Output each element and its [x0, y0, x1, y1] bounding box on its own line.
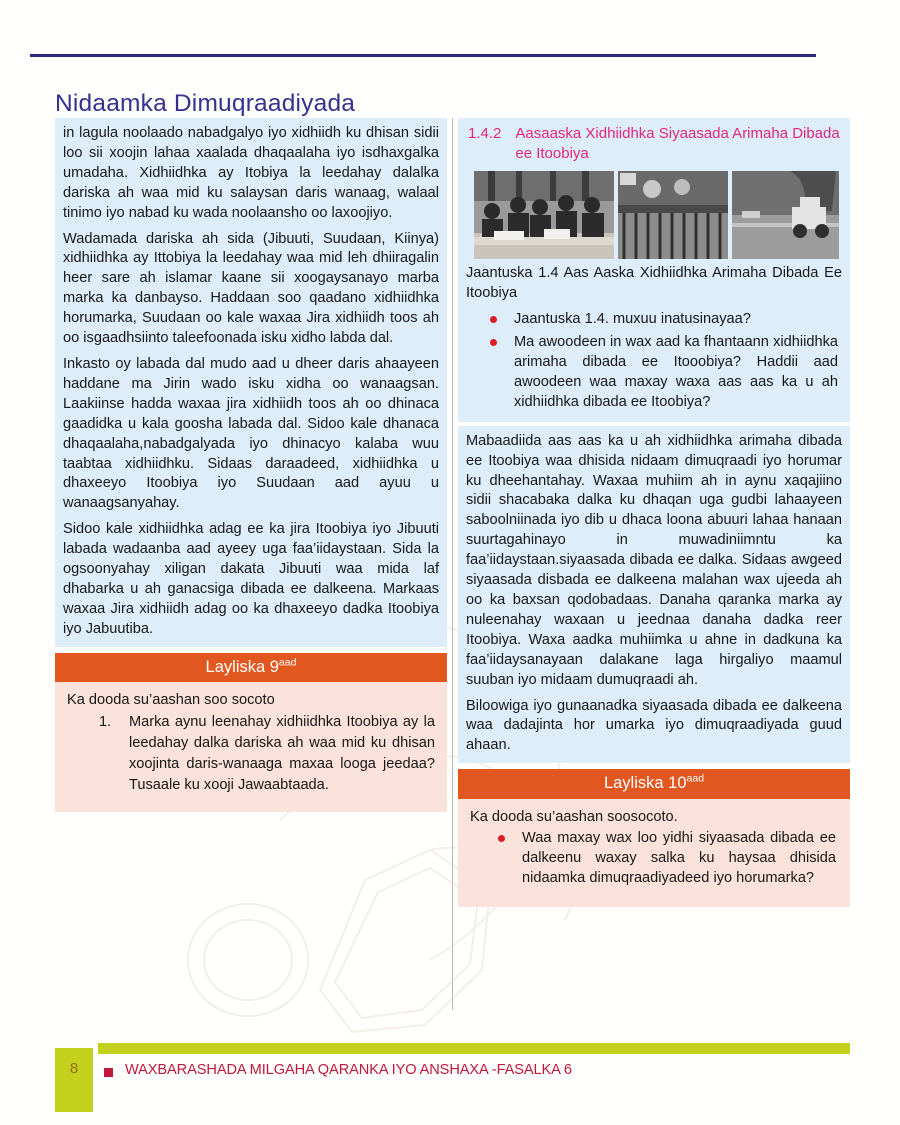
list-item [496, 829, 836, 889]
list-item [99, 712, 435, 796]
bullet-dot-icon [490, 316, 497, 323]
paragraph: Sidoo kale xidhiidhka adag ee ka jira Itoobiya iyo Jibuuti labada wadaanba aad ayeey uga faa’iidaystaan. Sida la ogsoonyahay xiligan dakata Jibuuti waa mida laf dhabarka u ah ganacsiga dibada ee dalkeena. Markaas waxaa Jira xidhiidh adag oo ka dhaxeeyo dadka Itoobiya iyo Jabuutiba. [63, 521, 439, 637]
exercise-header [458, 769, 850, 799]
exercise-title: Layliska 10 [603, 774, 687, 793]
exercise-title-suffix: aad [686, 772, 705, 785]
paragraph: Biloowiga iyo gunaanadka siyaasada dibada ee dalkeena waa dadajinta hor umarka iyo dimuqraadiyada guud ahaan. [466, 697, 842, 754]
page-title: Nidaamka Dimuqraadiyada [55, 90, 356, 118]
exercise-box-9 [55, 653, 447, 813]
left-body-text [55, 118, 447, 647]
photo-signing-ceremony [474, 171, 614, 259]
footer-accent-bar [98, 1043, 850, 1054]
paragraph: Inkasto oy labada dal mudo aad u dheer daris ahaayeen haddane ma Jirin wado isku xidha oo wanaagsan. Laakiinse hadda waxaa jira xidhiidh toos ah oo dhinaca gaadidka u kala goosha labada dal. Sidoo kale dhanaca dhaqaalaha,nabadgalyada iyo dhinacyo kalaba wuu taabtaa xidhiidhku. Sidaas daraadeed, xidhiidhka u dhaxeeyo Itoobiya iyo Suudaan aad ayuu u wanaagsanyahay. [63, 355, 439, 512]
page-number: 8 [69, 1060, 79, 1077]
exercise-header [55, 653, 447, 683]
bullet-dot-icon [498, 835, 505, 842]
footer-square-icon [104, 1068, 113, 1077]
exercise-title: Layliska 9 [205, 657, 279, 676]
footer-title: WAXBARASHADA MILGAHA QARANKA IYO ANSHAXA -FASALKA 6 [125, 1062, 572, 1078]
column-divider [452, 118, 453, 1010]
list-item-number: 1. [99, 714, 112, 731]
exercise-intro: Ka dooda su’aashan soosocoto. [470, 808, 678, 825]
section-number: 1.4.2 [468, 125, 502, 142]
list-item [488, 310, 838, 330]
photo-truck-on-road [732, 171, 839, 259]
figure-question-list [466, 310, 842, 415]
left-column [55, 118, 447, 812]
exercise-title-suffix: aad [278, 656, 297, 669]
bullet-dot-icon [490, 339, 497, 346]
figure-photo-strip [474, 171, 842, 259]
header-rule [30, 54, 816, 57]
exercise-body [458, 799, 850, 907]
list-item-text: Ma awoodeen in wax aad ka fhantaann xidhiidhka arimaha dibada ee Itooobiya? Haddii aad awoodeen waa maxay waxa aas aas ka u ah xidhiidhka dibada ee Itoobiya? [514, 333, 838, 410]
list-item-text: Jaantuska 1.4. muxuu inatusinayaa? [514, 310, 751, 327]
list-item-text: Waa maxay wax loo yidhi siyaasada dibada ee dalkeenu waxay salka ku haysaa dhisida nidaamka dimuqraadiyadeed iyo horumarka? [522, 829, 836, 886]
right-body-text [458, 426, 850, 764]
exercise-question-list [65, 712, 437, 796]
figure-caption: Jaantuska 1.4 Aas Aaska Xidhiidhka Arimaha Dibada Ee Itoobiya [466, 265, 842, 301]
exercise-box-10 [458, 769, 850, 906]
content-columns [55, 118, 850, 1028]
exercise-body [55, 682, 447, 812]
right-section-block [458, 118, 850, 422]
photo-construction-site [618, 171, 728, 259]
list-item [488, 333, 838, 413]
list-item-text: Marka aynu leenahay xidhiidhka Itoobiya ay la leedahay dalka dariska ah waa mid ku dhisan xoojinta daris-wanaaga maxaa looga jeedaa? Tusaale ku xooji Jawaabtaada. [129, 714, 435, 794]
paragraph: Mabaadiida aas aas ka u ah xidhiidhka arimaha dibada ee Itoobiya waa dhisida nidaam dimuqraadi iyo horumar ku dheehantahay. Waxaa muhiim ah in aynu xaqajiino sidii shacabaka dalka ku dhaqan uga gudbi lahaayeen saboolniinada iyo dib u dhaca loona abuuri lahaa hanaan suurtagahinayo in muwadiniimntu ka faa’iidaystaan.siyaasada dibada ee dalka. Sidaas awgeed siyaasada disbada ee dalkeena malahan wax ujeeda ah oo ka baxsan qodobadaas. Danaha qaranka marka ay nuleenahay waxaan u jeednaa danaha dadka reer Itoobiya. Waxa aadka muhiimka u ahne in dadkuna ka faa’iidaysanayaan dalakane laga hirgaliyo maamul suuban iyo midaam dumuqraadi ah. [466, 432, 842, 688]
page-number-block [55, 1048, 93, 1112]
section-heading [468, 124, 842, 163]
exercise-question-list [468, 829, 840, 891]
paragraph: Wadamada dariska ah sida (Jibuuti, Suudaan, Kiinya) xidhiidhka ay Ittobiya la leedahay waa mid leh dhiiragalin heer sare ah islamar kaane sii xoogaysanayo marba marka ka danbayso. Haddaan soo qaadano xidhiidhka horumarka, Suudaan oo kale waxaa Jira xidhiidh toos ah oo isgaadhsiinto taleefoonada isku xidho labda dal. [63, 230, 439, 347]
exercise-intro: Ka dooda su’aashan soo socoto [67, 692, 275, 709]
section-title: Aasaaska Xidhiidhka Siyaasada Arimaha Dibada ee Itoobiya [515, 125, 840, 162]
right-column [458, 118, 850, 907]
paragraph: in lagula noolaado nabadgalyo iyo xidhiidh ku dhisan sidii loo sii xoojin lahaa xaalada dhaqaalaha iyo isdhaxgalka umadaha. Xidhiidhka ay Itobiya la leedahay dalalka dariska ah waa mid ku salaysan daris wanaag, walaal tinimo iyo nabad ku wada noolaansho oo laxoojiyo. [63, 125, 439, 221]
